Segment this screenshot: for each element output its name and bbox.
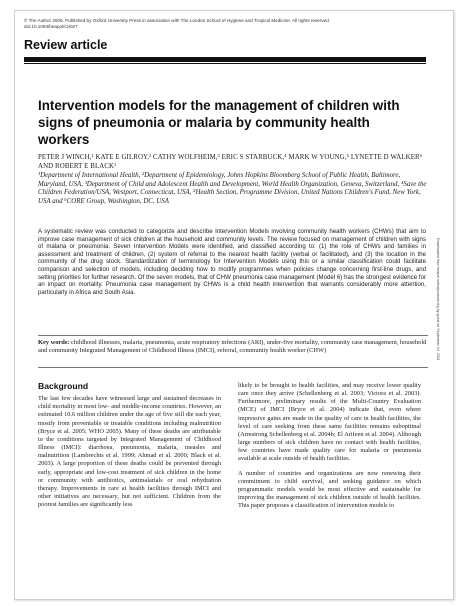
author-list: PETER J WINCH,¹ KATE E GILROY,² CATHY WOLFHEIM,³ ERIC S STARBUCK,⁴ MARK W YOUNG,⁵ LYNETTE D WALKER⁶ AND ROBERT E BLACK¹ bbox=[38, 154, 423, 171]
body-paragraph: likely to be brought to health facilities, and may receive lower quality care once they arrive (Schellenberg et al. 2003; Victora et al. 2003). Furthermore, preliminary results of the Multi-Country Evaluation (MCE) of IMCI (Bryce et al. 2004) indicate that, even where impressive gains are made in the quality of care in health facilities, the level of care seeking from these same facilities remains suboptimal (Armstrong Schellenberg et al. 2004b; El Arifeen et al. 2004). Although large numbers of sick children have no contact with health facilities, few countries have made quality care for malaria or pneumonia available at scale outside of health facilities. bbox=[238, 382, 421, 463]
body-column-right bbox=[238, 382, 421, 516]
keywords-label: Key words: bbox=[38, 339, 70, 346]
copyright-notice bbox=[24, 18, 414, 30]
keywords-rule-bottom bbox=[38, 367, 428, 368]
section-heading: Background bbox=[38, 381, 89, 391]
body-paragraph: A number of countries and organizations are now renewing their commitment to child survival, and seeking guidance on which programmatic models would be most effective and sustainable for improving the management of sick children outside of health facilities. This paper proposes a classification of intervention models to bbox=[238, 469, 421, 510]
keywords-rule-top bbox=[38, 335, 428, 336]
download-watermark: Downloaded from heapol.oxfordjournals.org by guest on September 14, 2011 bbox=[436, 238, 440, 361]
article-title: Intervention models for the management of children with signs of pneumonia or malaria by community health workers bbox=[38, 98, 400, 147]
copyright-line: © The Author 2005. Published by Oxford University Press in association with The London School of Hygiene and Tropical Medicine. All rights reserved. bbox=[24, 18, 331, 23]
abstract-text: A systematic review was conducted to categorize and describe Intervention Models involving community health workers (CHWs) that aim to improve case management of sick children at the household and community levels. The review focused on management of children with signs of malaria or pneumonia. Seven Intervention Models were identified, and classified according to: (1) the role of CHWs and families in assessment and treatment of children, (2) system of referral to the nearest health facility (verbal or facilitated), and (3) the location in the community of the drug stock. Standardization of terminology for Intervention Models using this or a similar classification could facilitate comparison and selection of models, including deciding how to modify programmes when policies change concerning first-line drugs, and setting priorities for further research. Of the seven models, that of CHW pneumonia case management (Model 6) has the strongest evidence for an impact on mortality. Pneumonia case management by CHWs is a child health intervention that warrants considerably more attention, particularly in Africa and South Asia. bbox=[38, 228, 426, 296]
header-rule-thin bbox=[24, 63, 426, 64]
keywords-list: childhood illnesses, malaria, pneumonia, acute respiratory infections (ARI), under-five mortality, community case management, household and community Integrated Management of Childhood Illness (IMCI), referral, community health worker (CHW) bbox=[38, 339, 427, 355]
keywords-block bbox=[38, 339, 428, 355]
body-paragraph: The last few decades have witnessed large and sustained decreases in child mortality in most low- and middle-income countries. However, an estimated 10.6 million children under the age of five still die each year, mostly from preventable or treatable conditions including malnutrition (Bryce et al. 2005; WHO 2005). Many of these deaths are attributable to the conditions targeted by Integrated Management of Childhood Illness (IMCI): diarrhoea, pneumonia, malaria, measles and malnutrition (Lambrechts et al. 1999; Ahmad et al. 2000; Black et al. 2003). A large proportion of these deaths could be prevented through early, appropriate and low-cost treatment of sick children in the home or community with antibiotics, antimalarials or oral rehydration therapy. Improvements in care at health facilities through IMCI and other initiatives are necessary, but not sufficient. Children from the poorest families are significantly less bbox=[38, 395, 221, 509]
article-type-label: Review article bbox=[24, 38, 108, 52]
affiliations: ¹Department of International Health, ²Department of Epidemiology, Johns Hopkins Bloomberg School of Public Health, Baltimore, Maryland, USA, ³Department of Child and Adolescent Health and Development, World Health Organization, Geneva, Switzerland, ⁴Save the Children Federation/USA, Westport, Connecticut, USA, ⁵Health Section, Programme Division, United Nations Children's Fund, New York, USA and ⁶CORE Group, Washington, DC, USA bbox=[38, 172, 427, 205]
header-rule bbox=[24, 57, 426, 62]
doi-line: doi:10.1093/heapol/czi027 bbox=[24, 24, 78, 29]
body-column-left bbox=[38, 382, 221, 515]
